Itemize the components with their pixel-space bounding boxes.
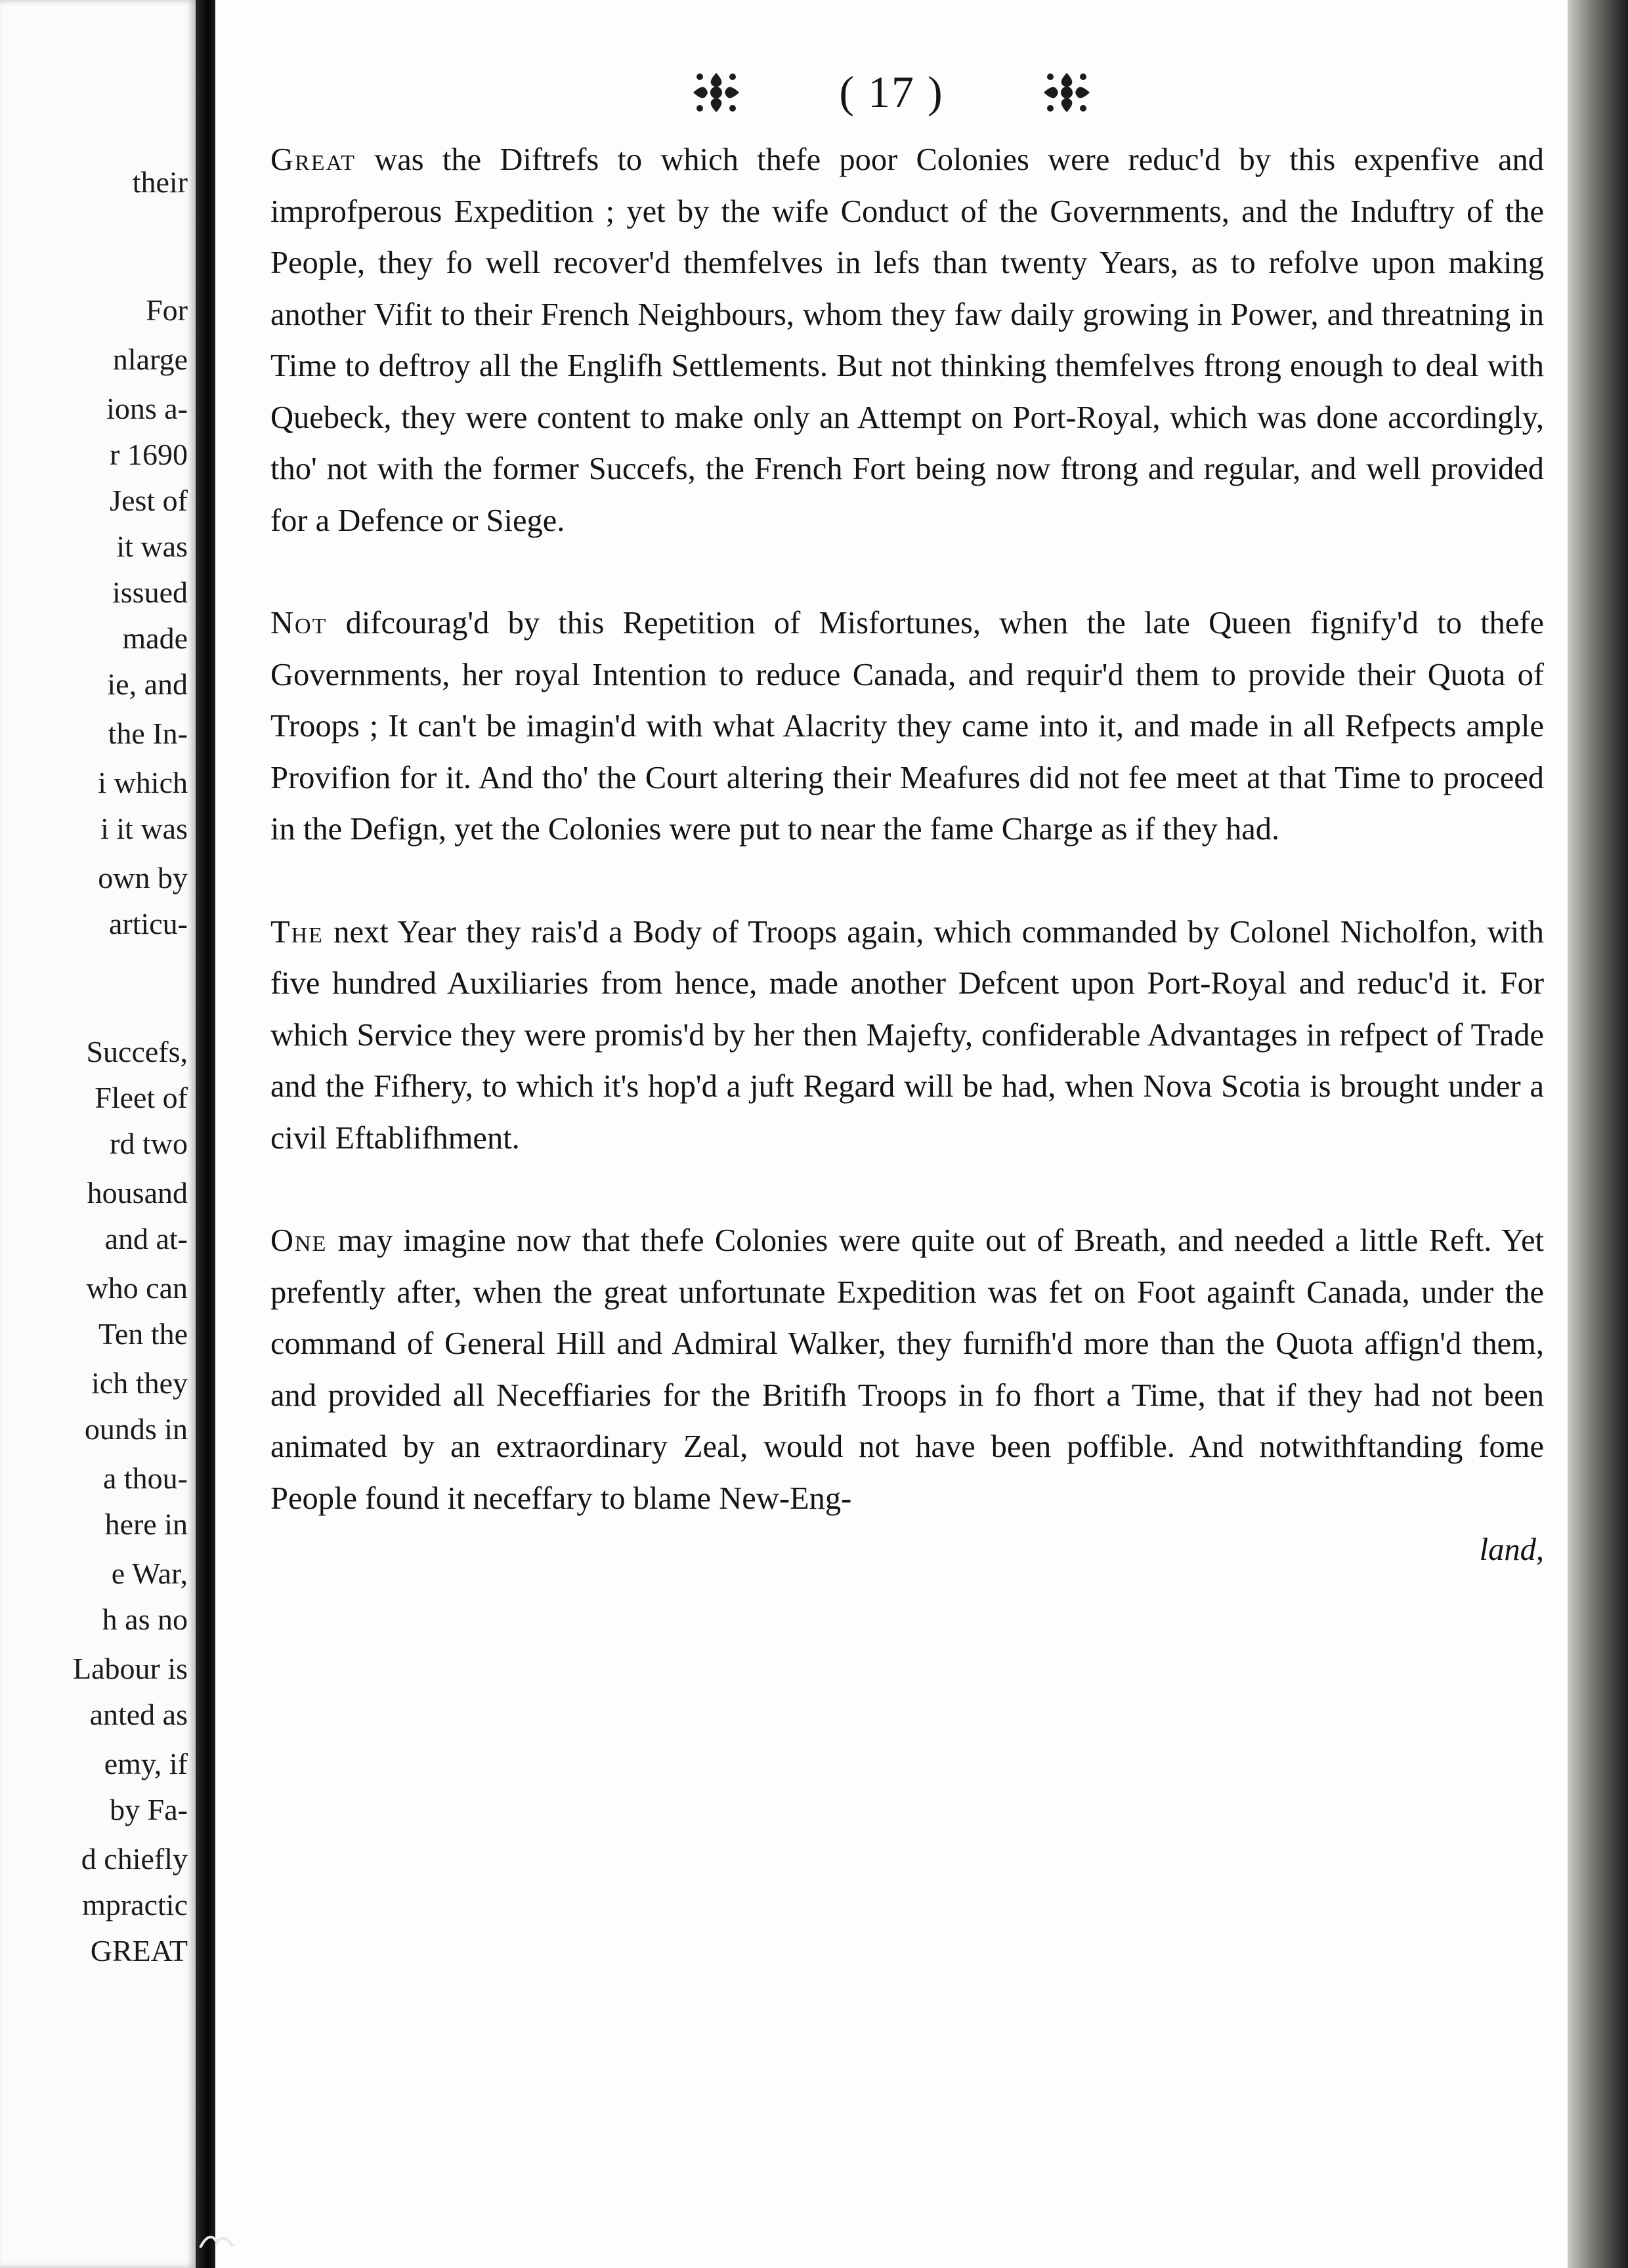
paragraph-text: difcourag'd by this Repetition of Misfortunes, when the late Queen fignify'd to thefe Governments, her royal Intention to reduce Canada, and requir'd them to provide their Quota of Troops ; It can't be imagin'd with what Alacrity they came into it, and made in all Refpects ample Provifion for it. And tho' the Court altering their Meafures did not fee meet at that Time to proceed in the Defign, yet the Colonies were put to near the fame Charge as if they had. (270, 606, 1544, 847)
facing-page-line: ounds in (84, 1412, 188, 1446)
facing-page-line: Ten the (98, 1317, 188, 1351)
facing-page-line: and at- (104, 1222, 188, 1255)
facing-page-line: own by (98, 861, 188, 894)
scan-artifact-icon (197, 2228, 236, 2254)
facing-page-line: emy, if (104, 1747, 188, 1780)
facing-page-line: Succefs, (86, 1035, 188, 1068)
facing-page-line: who can (86, 1271, 188, 1305)
facing-page-line: GREAT (90, 1934, 188, 1967)
facing-page-line: issued (112, 576, 188, 609)
facing-page-line: it was (116, 530, 188, 563)
page-fore-edge (1568, 0, 1628, 2268)
paragraph-3 (270, 907, 1544, 1165)
page-number: ( 17 ) (839, 67, 944, 117)
facing-page-line: anted as (89, 1698, 188, 1731)
facing-page-line: mpractic (82, 1888, 188, 1922)
paragraph-text: may imagine now that thefe Colonies were quite out of Breath, and needed a little Reft. Yet prefently after, when the great unfortunate Expedition was fet on Foot againft Canada, under the command of General Hill and Admiral Walker, they furnifh'd more than the Quota affign'd them, and provided all Neceffiaries for the Britifh Troops in fo fhort a Time, that if they had not been animated by an extraordinary Zeal, would not have been poffible. And notwithftanding fome People found it neceffary to blame New-Eng- (270, 1223, 1544, 1516)
facing-page-line: For (146, 293, 188, 327)
facing-page-line: the In- (108, 717, 188, 750)
paragraph-lead-word: The (270, 914, 324, 950)
facing-page-line: here in (104, 1507, 188, 1541)
facing-page-line: i which (98, 766, 188, 799)
facing-page-line: ions a- (106, 392, 188, 425)
facing-page-edge (0, 0, 196, 2268)
facing-page-line: Jest of (110, 484, 188, 517)
facing-page-line: e War, (111, 1557, 188, 1590)
facing-page-line: articu- (108, 907, 188, 940)
facing-page-line: ie, and (107, 667, 188, 701)
facing-page-line: r 1690 (110, 438, 188, 471)
facing-page-line: rd two (110, 1127, 188, 1160)
fleuron-ornament-left-icon (688, 68, 744, 117)
facing-page-line: their (132, 165, 188, 199)
facing-page-line: Labour is (72, 1652, 188, 1685)
page-header (622, 56, 1161, 128)
facing-page-line: a thou- (102, 1461, 188, 1495)
body-text (270, 135, 1544, 1576)
facing-page-line: housand (87, 1176, 188, 1209)
facing-page-line: ich they (91, 1366, 188, 1400)
fleuron-ornament-right-icon (1039, 68, 1095, 117)
paragraph-text: next Year they rais'd a Body of Troops again, which commanded by Colonel Nicholfon, with five hundred Auxiliaries from hence, made another Defcent upon Port-Royal and reduc'd it. For which Service they were promis'd by her then Majefty, confiderable Advantages in refpect of Trade and the Fifhery, to which it's hop'd a juft Regard will be had, when Nova Scotia is brought under a civil Eftablifhment. (270, 914, 1544, 1156)
facing-page-line: h as no (102, 1603, 188, 1636)
facing-page-line: by Fa- (110, 1793, 188, 1826)
facing-page-line: nlarge (112, 343, 188, 376)
facing-page-line: d chiefly (81, 1842, 188, 1876)
paragraph-lead-word: Great (270, 142, 356, 177)
facing-page-line: Fleet of (95, 1081, 188, 1114)
facing-page-line: i it was (100, 812, 188, 845)
paragraph-2 (270, 598, 1544, 856)
paragraph-4 (270, 1215, 1544, 1524)
paragraph-text: was the Diftrefs to which thefe poor Colonies were reduc'd by this expenfive and improfperous Expedition ; yet by the wife Conduct of the Governments, and the Induftry of the People, they fo well recover'd themfelves in lefs than twenty Years, as to refolve upon making another Vifit to their French Neighbours, whom they faw daily growing in Power, and threatning in Time to deftroy all the Englifh Settlements. But not thinking themfelves ftrong enough to deal with Quebeck, they were content to make only an Attempt on Port-Royal, which was done accordingly, tho' not with the former Succefs, the French Fort being now ftrong and regular, and well provided for a Defence or Siege. (270, 142, 1544, 538)
book-gutter (196, 0, 215, 2268)
book-page (215, 0, 1568, 2268)
paragraph-lead-word: One (270, 1223, 328, 1258)
catchword: land, (1479, 1532, 1544, 1567)
facing-page-line: made (122, 621, 188, 655)
paragraph-1 (270, 135, 1544, 547)
paragraph-lead-word: Not (270, 606, 328, 640)
